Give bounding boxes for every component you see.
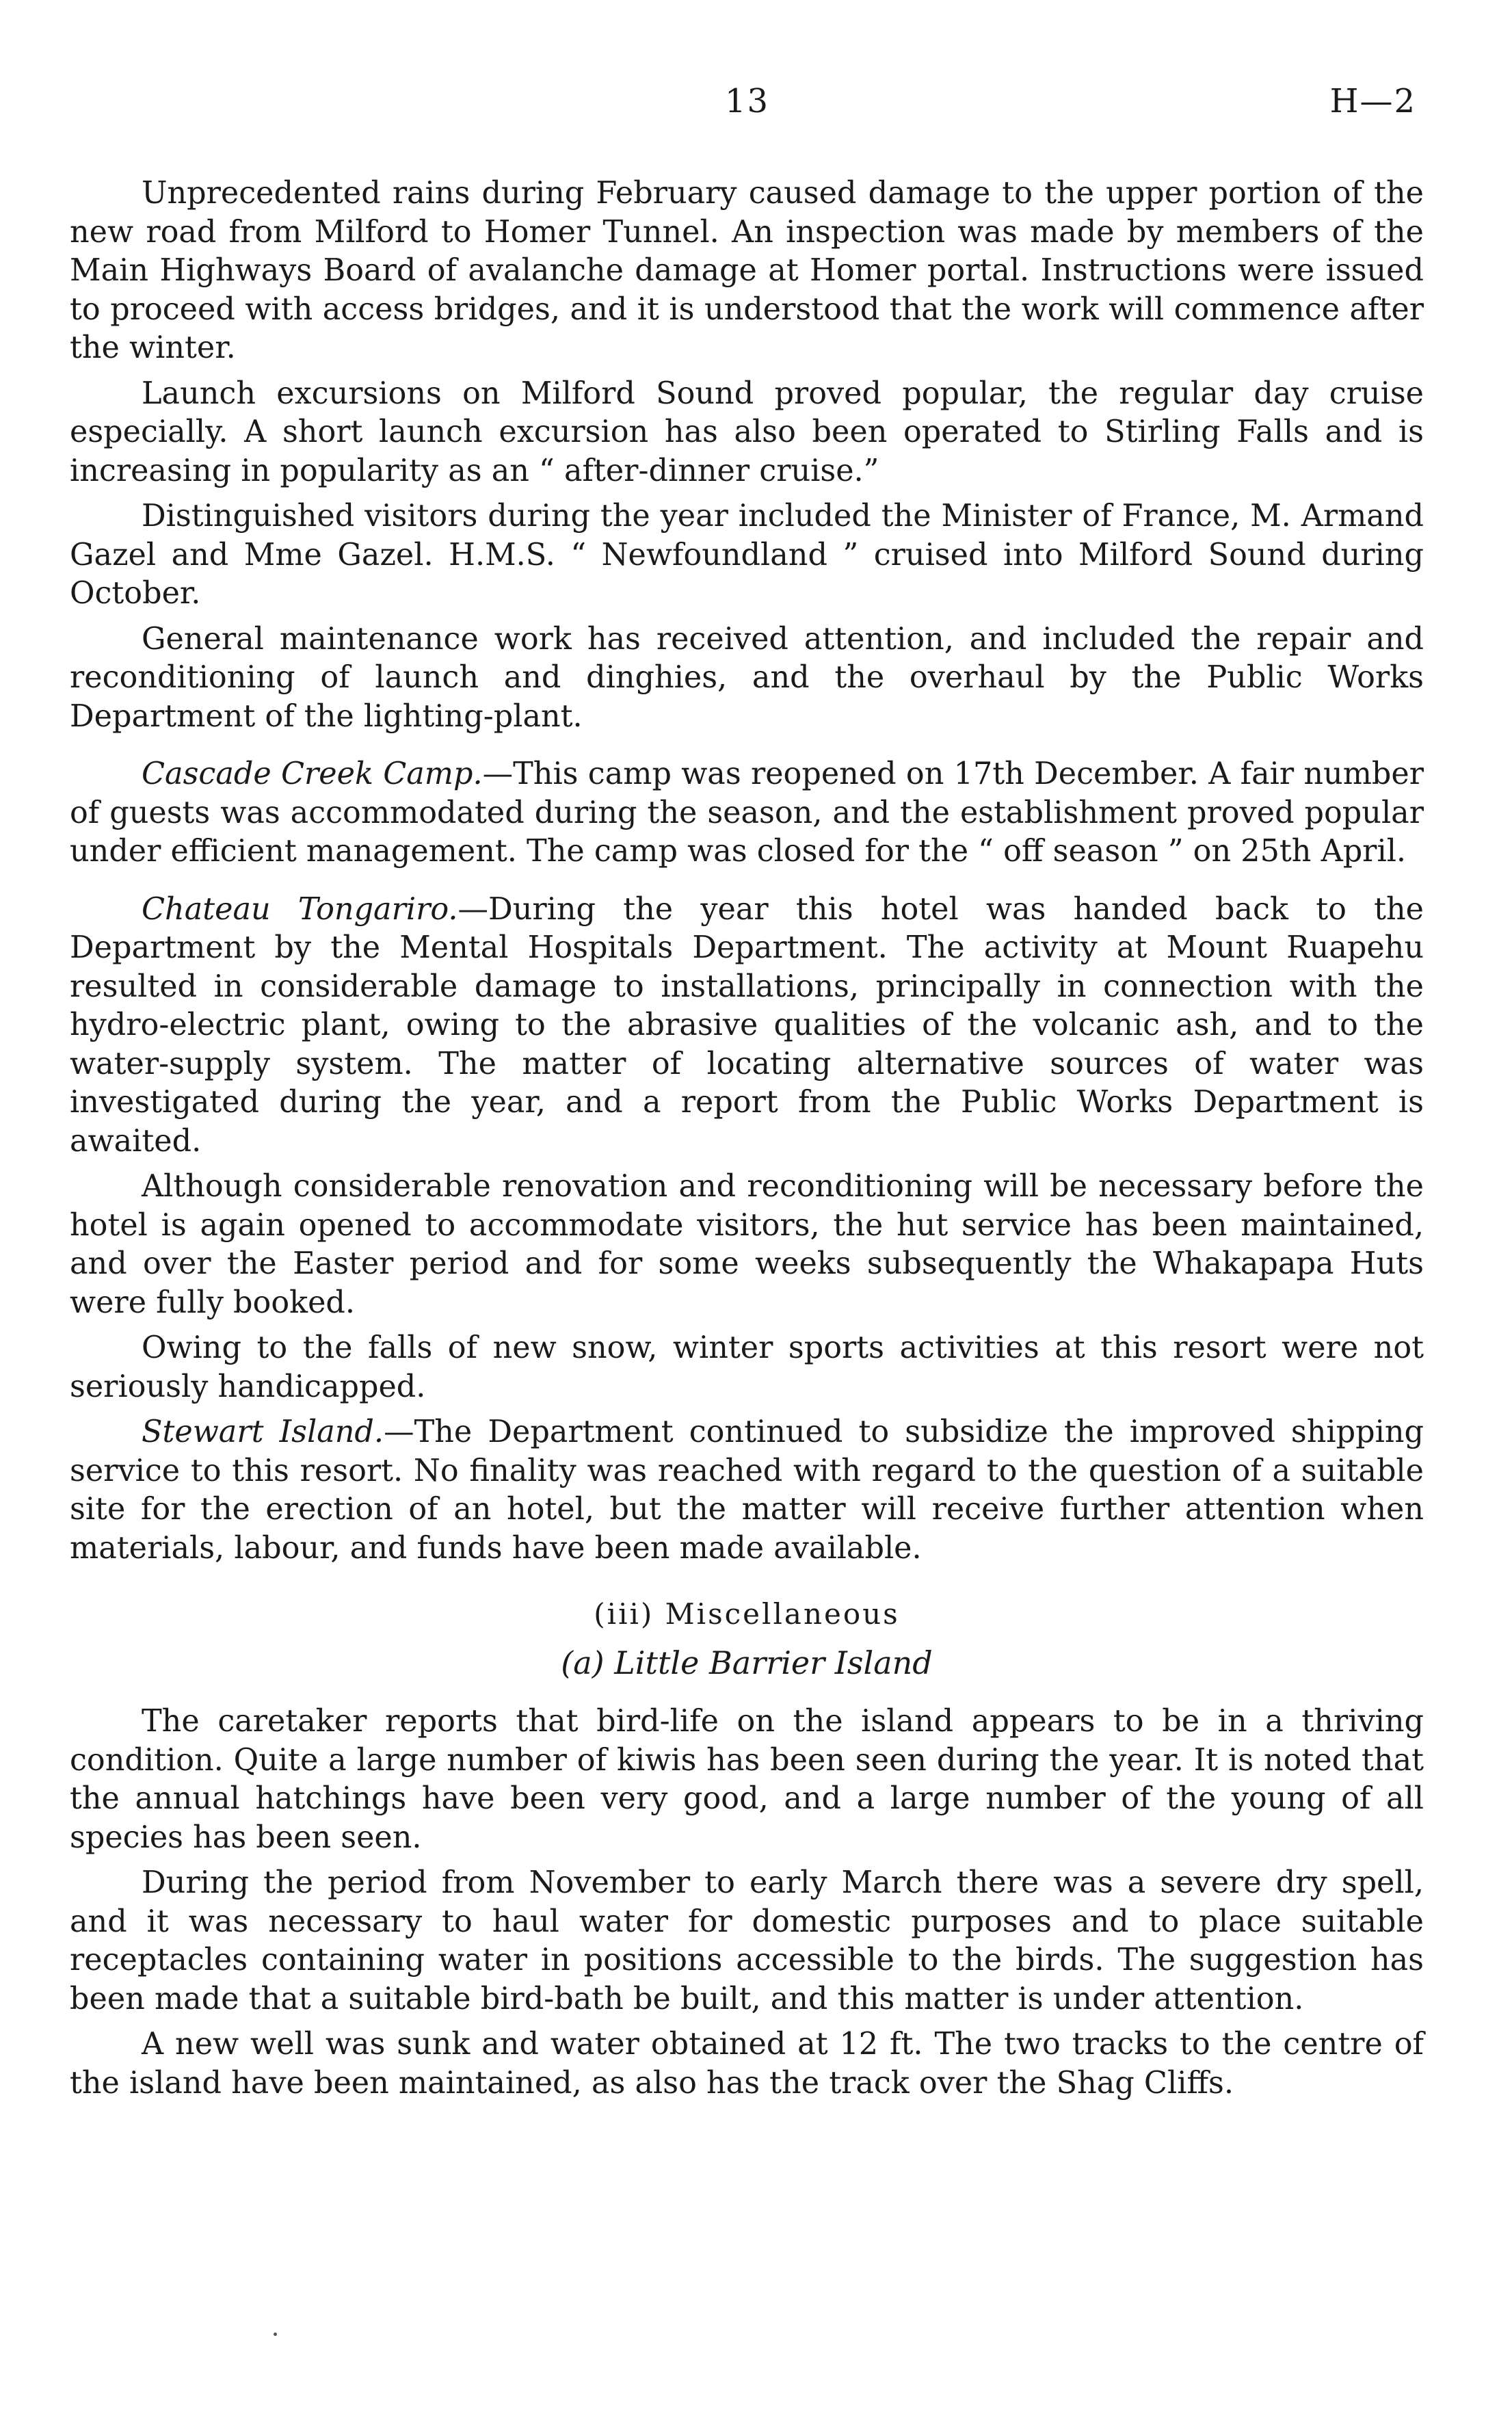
paragraph: Launch excursions on Milford Sound proved popular, the regular day cruise especially. A short launch excursion has also been operated to Stirling Falls and is increasing in popularity as an “ after-dinner cruise.” bbox=[70, 376, 1424, 488]
document-body bbox=[70, 174, 1424, 2110]
scan-speck bbox=[274, 2332, 277, 2336]
paragraph-lead: Cascade Creek Camp. bbox=[142, 757, 483, 791]
paragraph: Unprecedented rains during February caused damage to the upper portion of the new road from Milford to Homer Tunnel. An inspection was made by members of the Main Highways Board of avalanche damage at Homer portal. Instructions were issued to proceed with access bridges, and it is understood that the work will commence after the winter. bbox=[70, 176, 1424, 365]
paragraph-chateau-tongariro bbox=[70, 891, 1424, 1161]
paragraph: A new well was sunk and water obtained at 12 ft. The two tracks to the centre of the island have been maintained, as also has the track over the Shag Cliffs. bbox=[70, 2027, 1424, 2101]
paragraph-text: —This camp was reopened on 17th December. A fair number of guests was accommodated during the season, and the establishment proved popular under efficient management. The camp was closed for the “ off season ” on 25th April. bbox=[70, 757, 1424, 869]
paragraph: General maintenance work has received attention, and included the repair and reconditioning of launch and dinghies, and the overhaul by the Public Works Department of the lighting-plant. bbox=[70, 621, 1424, 734]
page-number: 13 bbox=[725, 82, 770, 120]
paragraph-text: —During the year this hotel was handed back to the Department by the Mental Hospitals Department. The activity at Mount Ruapehu resulted in considerable damage to installations, principally in connection with the hydro-electric plant, owing to the abrasive qualities of the volcanic ash, and to the water-supply system. The matter of locating alternative sources of water was investigated during the year, and a report from the Public Works Department is awaited. bbox=[70, 891, 1424, 1159]
paragraph-cascade-creek-camp bbox=[70, 755, 1424, 871]
paragraph: Owing to the falls of new snow, winter sports activities at this resort were not seriously handicapped. bbox=[70, 1330, 1424, 1404]
paragraph: Distinguished visitors during the year included the Minister of France, M. Armand Gazel and Mme Gazel. H.M.S. “ Newfoundland ” cruised into Milford Sound during October. bbox=[70, 499, 1424, 611]
paragraph: The caretaker reports that bird-life on the island appears to be in a thriving condition. Quite a large number of kiwis has been seen during the year. It is noted that the annual hatchings have been very good, and a large number of the young of all species has been seen. bbox=[70, 1704, 1424, 1855]
paragraph: Although considerable renovation and reconditioning will be necessary before the hotel is again opened to accommodate visitors, the hut service has been maintained, and over the Easter period and for some weeks subsequently the Whakapapa Huts were fully booked. bbox=[70, 1169, 1424, 1320]
paragraph-lead: Chateau Tongariro. bbox=[142, 891, 458, 927]
section-subheading: (a) Little Barrier Island bbox=[561, 1644, 933, 1681]
paragraph-stewart-island bbox=[70, 1413, 1424, 1568]
section-heading: (iii) Miscellaneous bbox=[594, 1597, 900, 1631]
document-reference: H—2 bbox=[1329, 82, 1416, 120]
paragraph-lead: Stewart Island. bbox=[142, 1415, 384, 1449]
paragraph: During the period from November to early March there was a severe dry spell, and it was necessary to haul water for domestic purposes and to place suitable receptacles containing water in positions accessible to the birds. The suggestion has been made that a suitable bird-bath be built, and this matter is under attention. bbox=[70, 1865, 1424, 2016]
paragraph-text: —The Department continued to subsidize the improved shipping service to this resort. No finality was reached with regard to the question of a suitable site for the erection of an hotel, but the matter will receive further attention when materials, labour, and funds have been made available. bbox=[70, 1415, 1424, 1566]
